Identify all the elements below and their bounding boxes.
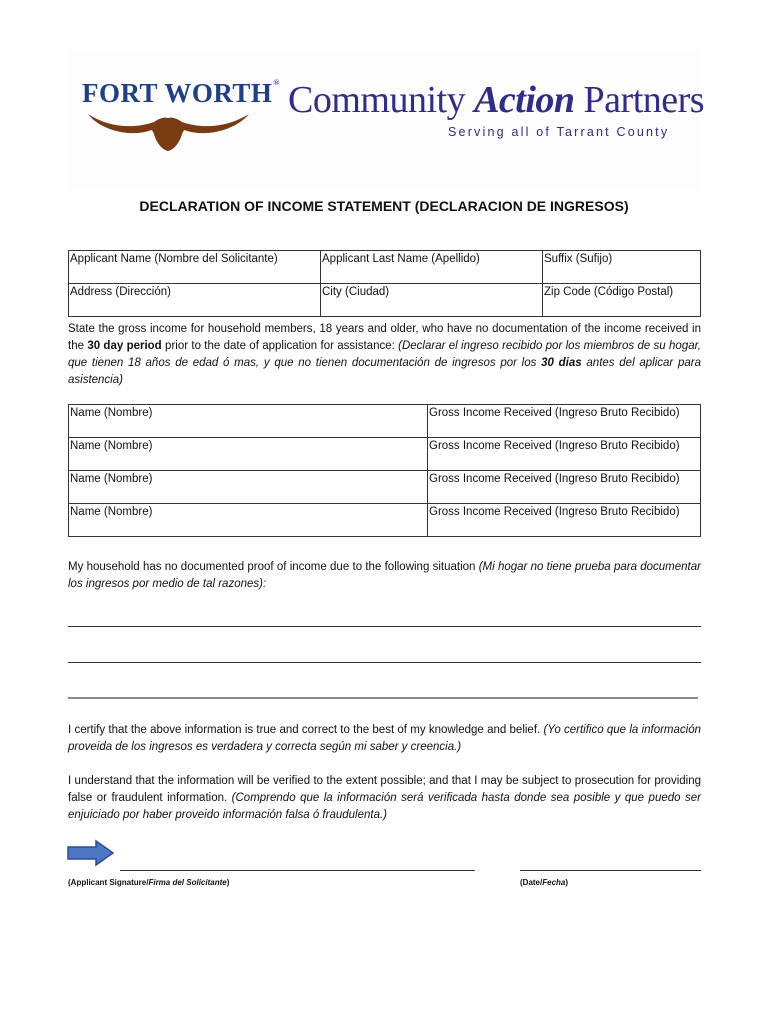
- signature-line[interactable]: [120, 870, 475, 871]
- table-row: [69, 251, 701, 284]
- situation-answer-line-3[interactable]: [68, 697, 698, 699]
- member-name-field[interactable]: Name (Nombre): [69, 438, 428, 471]
- table-row: [69, 284, 701, 317]
- signature-label: (Applicant Signature/Firma del Solicitante): [68, 878, 230, 887]
- city-field[interactable]: City (Ciudad): [321, 284, 543, 317]
- member-name-field[interactable]: Name (Nombre): [69, 504, 428, 537]
- zip-code-field[interactable]: Zip Code (Código Postal): [543, 284, 701, 317]
- member-name-field[interactable]: Name (Nombre): [69, 405, 428, 438]
- gross-income-field[interactable]: Gross Income Received (Ingreso Bruto Recibido): [428, 438, 701, 471]
- gross-income-field[interactable]: Gross Income Received (Ingreso Bruto Recibido): [428, 405, 701, 438]
- date-label: (Date/Fecha): [520, 878, 569, 887]
- applicant-info-table: [68, 250, 701, 317]
- member-name-field[interactable]: Name (Nombre): [69, 471, 428, 504]
- situation-statement: My household has no documented proof of income due to the following situation (Mi hogar no tiene prueba para documentar los ingresos por medio de tal razones):: [68, 561, 701, 590]
- applicant-last-name-field[interactable]: Applicant Last Name (Apellido): [321, 251, 543, 284]
- document-title: DECLARATION OF INCOME STATEMENT (DECLARACION DE INGRESOS): [139, 198, 629, 214]
- cap-logo-title: Community Action Partners: [288, 79, 705, 121]
- letterhead: [68, 52, 705, 190]
- cap-tagline: Serving all of Tarrant County: [448, 125, 670, 139]
- situation-answer-line-1[interactable]: [68, 626, 701, 627]
- longhorn-icon: [86, 108, 251, 153]
- table-row: [69, 405, 701, 438]
- table-row: [69, 438, 701, 471]
- understanding-statement: I understand that the information will be verified to the extent possible; and that I may be subject to prosecution for providing false or fraudulent information. (Comprendo que la información será verificada hasta donde sea posible y que puedo ser enjuiciado por haber proveido información falsa ó fraudulenta.): [68, 775, 701, 821]
- fort-worth-logo: [82, 78, 280, 158]
- address-field[interactable]: Address (Dirección): [69, 284, 321, 317]
- table-row: [69, 504, 701, 537]
- registered-mark: ®: [273, 78, 280, 87]
- arrow-right-icon: [66, 839, 116, 867]
- certification-statement: I certify that the above information is true and correct to the best of my knowledge and belief. (Yo certifico que la información proveida de los ingresos es verdadera y correcta según mi saber y creencia.): [68, 724, 701, 753]
- applicant-first-name-field[interactable]: Applicant Name (Nombre del Solicitante): [69, 251, 321, 284]
- date-line[interactable]: [520, 870, 701, 871]
- table-row: [69, 471, 701, 504]
- fort-worth-logo-text: FORT WORTH: [82, 78, 273, 108]
- situation-answer-line-2[interactable]: [68, 662, 701, 663]
- gross-income-field[interactable]: Gross Income Received (Ingreso Bruto Recibido): [428, 471, 701, 504]
- income-instructions: State the gross income for household members, 18 years and older, who have no documentation of the income received in the 30 day period prior to the date of application for assistance: (Declarar el ingreso recibido por los miembros de su hogar, que tienen 18 años de edad ó mas, y que no tienen documentación de ingresos por los 30 dias antes del aplicar para asistencia): [68, 323, 702, 386]
- suffix-field[interactable]: Suffix (Sufijo): [543, 251, 701, 284]
- household-income-table: [68, 404, 701, 537]
- gross-income-field[interactable]: Gross Income Received (Ingreso Bruto Recibido): [428, 504, 701, 537]
